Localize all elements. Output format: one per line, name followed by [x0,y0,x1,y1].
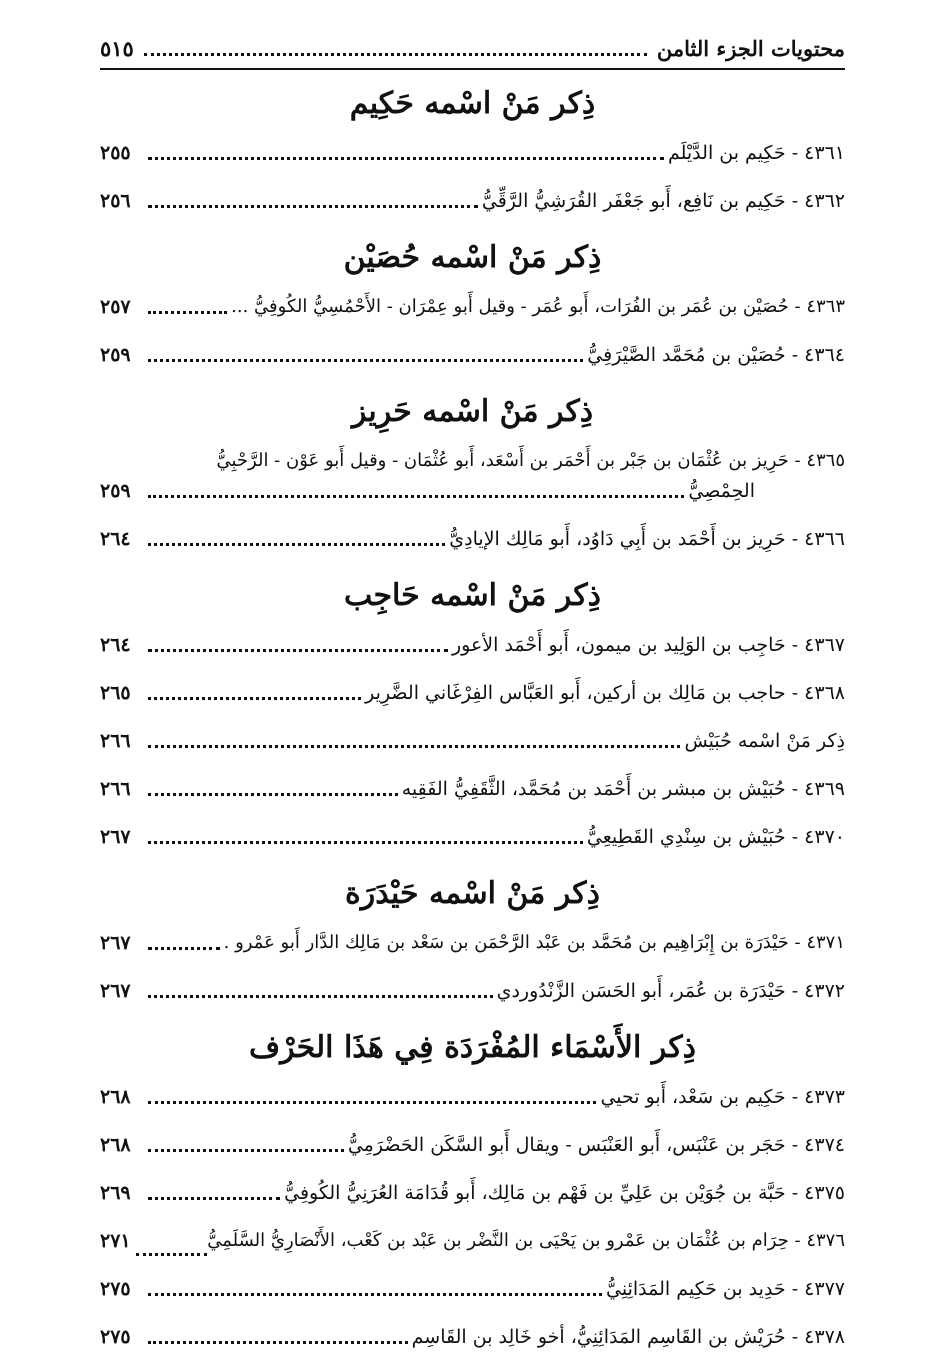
toc-entry[interactable] [100,774,845,804]
leader-dots [148,359,583,362]
entry-page: ٢٥٥ [100,142,131,164]
entry-text: ٤٣٦٩ - حُبَيْش بن مبشر بن أَحْمَد بن مُحَمَّد، الثَّقَفِيُّ الفَقِيه [401,778,845,800]
toc-entry[interactable] [100,678,845,708]
toc-subheading-entry[interactable] [100,726,845,756]
entry-text: ٤٣٦٨ - حاجب بن مَالِك بن أركين، أَبو العَبَّاس الفِرْغَاني الضَّرِير [365,682,845,704]
toc-entry[interactable] [100,822,845,852]
entry-text: ٤٣٧٥ - حَبَّة بن جُوَيْن بن عَلِيِّ بن فَهْم بن مَالِك، أَبو قُدَامَة العُرَنِيُّ الكُوفِيُّ [284,1182,845,1204]
entry-page: ٢٧١ [100,1230,131,1252]
leader-dots [148,947,220,950]
toc-entry[interactable] [100,340,845,370]
leader-dots [148,793,398,796]
entry-text: ذِكر مَنْ اسْمه حُبَيْش [684,730,845,752]
entry-page: ٢٧٥ [100,1278,131,1300]
toc-entry[interactable] [100,928,845,958]
toc-entry[interactable] [100,1274,845,1304]
entry-page: ٢٦٤ [100,528,131,550]
toc-entry[interactable] [100,1082,845,1112]
entry-page: ٢٥٧ [100,296,131,318]
entry-text: ٤٣٧٧ - حَدِيد بن حَكِيم المَدَائِنِيُّ [606,1278,845,1300]
toc-page [100,28,845,1370]
section-title: ذِكر مَنْ اسْمه حَيْدَرَة [345,876,600,911]
toc-entry[interactable] [100,1130,845,1160]
toc-entry[interactable] [100,1322,845,1352]
leader-dots [148,649,448,652]
section-title: ذِكر مَنْ اسْمه حَاجِب [343,578,602,613]
toc-entry[interactable] [100,524,845,554]
entry-text-continued: الحِمْصِيُّ [688,480,755,502]
leader-dots [148,1101,596,1104]
entry-text: ٤٣٦٥ - حَرِيز بن عُثْمَان بن جَبْر بن أَحْمَر بن أَسْعَد، أَبو عُثْمَان - وقيل أَبو عَوْن - الرَّحْبِيُّ [216,450,845,471]
entry-text: ٤٣٧٨ - حُرَيْش بن القَاسِم المَدَائِنِيُّ، أخو خَالِد بن القَاسِم [411,1326,845,1348]
entry-page: ٢٥٦ [100,190,131,212]
leader-dots [148,543,445,546]
entry-text: ٤٣٧٣ - حَكِيم بن سَعْد، أَبو تحيي [600,1086,845,1108]
entry-text: ٤٣٦٧ - حَاجِب بن الوَلِيد بن ميمون، أَبو أَحْمَد الأعور [451,634,845,656]
entry-text: ٤٣٦٤ - حُصَيْن بن مُحَمَّد الصَّيْرَفِيُّ [587,344,845,366]
entry-text: ٤٣٧٤ - حَجَر بن عَنْبَس، أَبو العَنْبَس - ويقال أَبو السَّكَن الحَضْرَمِيُّ [347,1134,845,1156]
entry-text: ٤٣٧٢ - حَيْدَرَة بن عُمَر، أَبو الحَسَن الزَّنْدُوردي [496,980,845,1002]
entry-text: ٤٣٧٠ - حُبَيْش بن سِنْدِي القَطِيعِيُّ [586,826,845,848]
toc-entry[interactable] [100,186,845,216]
leader-dots [148,841,583,844]
toc-entry[interactable] [100,1226,845,1256]
section-title: ذِكر مَنْ اسْمه حُصَيْن [343,240,602,275]
entry-page: ٢٦٨ [100,1086,131,1108]
entry-text: ٤٣٧١ - حَيْدَرَة بن إِبْرَاهِيم بن مُحَمَّد بن عَبْد الرَّحْمَن بن سَعْد بن مَالِك الدَّار أَبو عَمْرو . [223,932,845,953]
toc-entry[interactable] [100,630,845,660]
header-leader-dots [144,53,647,56]
section-title: ذِكر الأَسْمَاء المُفْرَدَة فِي هَذَا الحَرْف [249,1030,696,1065]
entry-page: ٢٦٧ [100,932,131,954]
entry-page: ٢٦٩ [100,1182,131,1204]
toc-entry-multiline[interactable] [100,446,845,506]
entry-page: ٢٦٨ [100,1134,131,1156]
entry-page: ٢٦٧ [100,826,131,848]
entry-page: ٢٥٩ [100,480,131,502]
entry-page: ٢٦٦ [100,730,131,752]
leader-dots [148,1149,344,1152]
toc-entry[interactable] [100,1178,845,1208]
entry-text: ٤٣٦٣ - حُصَيْن بن عُمَر بن الفُرَات، أَبو عُمَر - وقيل أَبو عِمْرَان - الأَحْمُسِيُّ الكُوفِيُّ ... [231,296,845,317]
leader-dots [148,1293,602,1296]
leader-dots [148,495,684,498]
entry-page: ٢٧٥ [100,1326,131,1348]
entry-page: ٢٦٤ [100,634,131,656]
entry-page: ٢٦٧ [100,980,131,1002]
leader-dots [148,1197,280,1200]
leader-dots [136,1253,207,1256]
entry-text: ٤٣٦١ - حَكِيم بن الدَّيْلَم [667,142,845,164]
section-title: ذِكر مَنْ اسْمه حَرِيز [351,394,594,429]
entry-text: ٤٣٦٢ - حَكِيم بن نَافِع، أَبو جَعْفَر القُرَشِيُّ الرَّقِّيُّ [481,190,845,212]
leader-dots [148,205,478,208]
header-title: محتويات الجزء الثامن [656,35,845,61]
leader-dots [148,995,493,998]
leader-dots [148,745,680,748]
entry-page: ٢٥٩ [100,344,131,366]
entry-page: ٢٦٦ [100,778,131,800]
toc-entry[interactable] [100,292,845,322]
leader-dots [148,1341,408,1344]
leader-dots [148,697,361,700]
leader-dots [148,157,664,160]
header-page-number: ٥١٥ [100,35,134,61]
toc-entry[interactable] [100,976,845,1006]
leader-dots [148,311,227,314]
running-header [100,28,845,70]
section-title: ذِكر مَنْ اسْمه حَكِيم [349,86,596,121]
entry-text: ٤٣٦٦ - حَرِيز بن أَحْمَد بن أَبِي دَاوُد، أَبو مَالِك الإيادِيُّ [449,528,845,550]
toc-entry[interactable] [100,138,845,168]
entry-text: ٤٣٧٦ - حِرَام بن عُثْمَان بن عَمْرو بن يَحْيَى بن النَّضْر بن عَبْد بن كَعْب، الأَنْصَارِيُّ السَّلَمِيُّ [207,1230,845,1251]
entry-page: ٢٦٥ [100,682,131,704]
